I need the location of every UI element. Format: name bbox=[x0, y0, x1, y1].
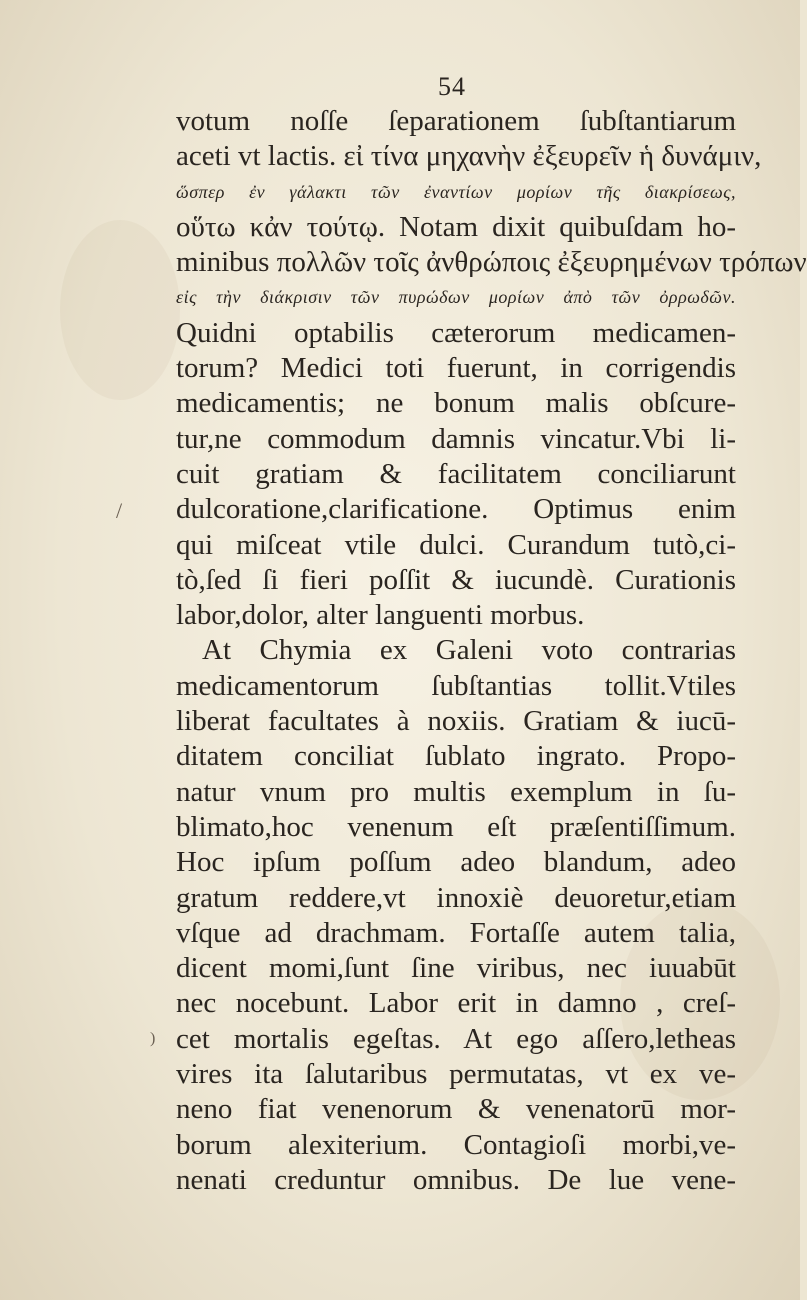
body-text bbox=[176, 104, 807, 1198]
text-line: nenati creduntur omnibus. De lue vene- bbox=[176, 1163, 736, 1196]
text-line: εἰς τὴν διάκρισιν τῶν πυρώδων μορίων ἀπὸ τῶν ὀρρωδῶν. bbox=[176, 287, 736, 308]
text-line: Hoc ipſum poſſum adeo blandum, adeo bbox=[176, 846, 736, 879]
text-line: ditatem conciliat ſublato ingrato. Propo- bbox=[176, 740, 736, 773]
text-line: tò,ſed ſi fieri poſſit & iucundè. Curationis bbox=[176, 563, 736, 596]
text-line: natur vnum pro multis exemplum in ſu- bbox=[176, 775, 736, 808]
page-number: 54 bbox=[438, 72, 466, 101]
text-line: blimato,hoc venenum eſt præſentiſſimum. bbox=[176, 810, 736, 843]
text-line: nec nocebunt. Labor erit in damno , creſ- bbox=[176, 987, 736, 1020]
text-line: liberat facultates à noxiis. Gratiam & iucū- bbox=[176, 705, 736, 738]
text-line: borum alexiterium. Contagioſi morbi,ve- bbox=[176, 1128, 736, 1161]
text-line: ὥσπερ ἐν γάλακτι τῶν ἐναντίων μορίων τῆς διακρίσεως, bbox=[176, 181, 736, 202]
text-line: gratum reddere,vt innoxiè deuoretur,etiam bbox=[176, 881, 736, 914]
text-line: votum noſſe ſeparationem ſubſtantiarum bbox=[176, 105, 736, 137]
text-line: vſque ad drachmam. Fortaſſe autem talia, bbox=[176, 916, 736, 949]
text-line: dicent momi,ſunt ſine viribus, nec iuuabūt bbox=[176, 952, 736, 985]
text-line: minibus πολλῶν τοῖς ἀνθρώποις ἐξευρημένων τρόπων bbox=[176, 246, 807, 279]
text-line: cuit gratiam & facilitatem conciliarunt bbox=[176, 457, 736, 490]
text-line: medicamentorum ſubſtantias tollit.Vtiles bbox=[176, 669, 736, 702]
text-line: tur,ne commodum damnis vincatur.Vbi li- bbox=[176, 422, 736, 455]
text-line: aceti vt lactis. εἰ τίνα μηχανὴν ἐξευρεῖν ἡ δυνάμιν, bbox=[176, 140, 762, 173]
text-line: labor,dolor, alter languenti morbus. bbox=[176, 599, 585, 632]
text-line: torum? Medici toti fuerunt, in corrigendis bbox=[176, 352, 736, 385]
text-line: Quidni optabilis cæterorum medicamen- bbox=[176, 316, 736, 349]
text-line: At Chymia ex Galeni voto contrarias bbox=[202, 634, 736, 667]
paper-stain bbox=[60, 220, 180, 400]
text-line: neno fiat venenorum & venenatorū mor- bbox=[176, 1093, 736, 1126]
text-line: dulcoratione,clarificatione. Optimus enim bbox=[176, 493, 736, 526]
text-line: medicamentis; ne bonum malis obſcure- bbox=[176, 387, 736, 420]
text-line: qui miſceat vtile dulci. Curandum tutò,ci- bbox=[176, 528, 736, 561]
margin-mark: ) bbox=[150, 1030, 156, 1047]
text-line: cet mortalis egeſtas. At ego aſſero,letheas bbox=[176, 1022, 736, 1055]
text-line: vires ita ſalutaribus permutatas, vt ex ve- bbox=[176, 1058, 736, 1091]
margin-mark: / bbox=[116, 498, 123, 523]
text-line: οὕτω κἀν τούτῳ. Notam dixit quibuſdam ho- bbox=[176, 210, 736, 243]
